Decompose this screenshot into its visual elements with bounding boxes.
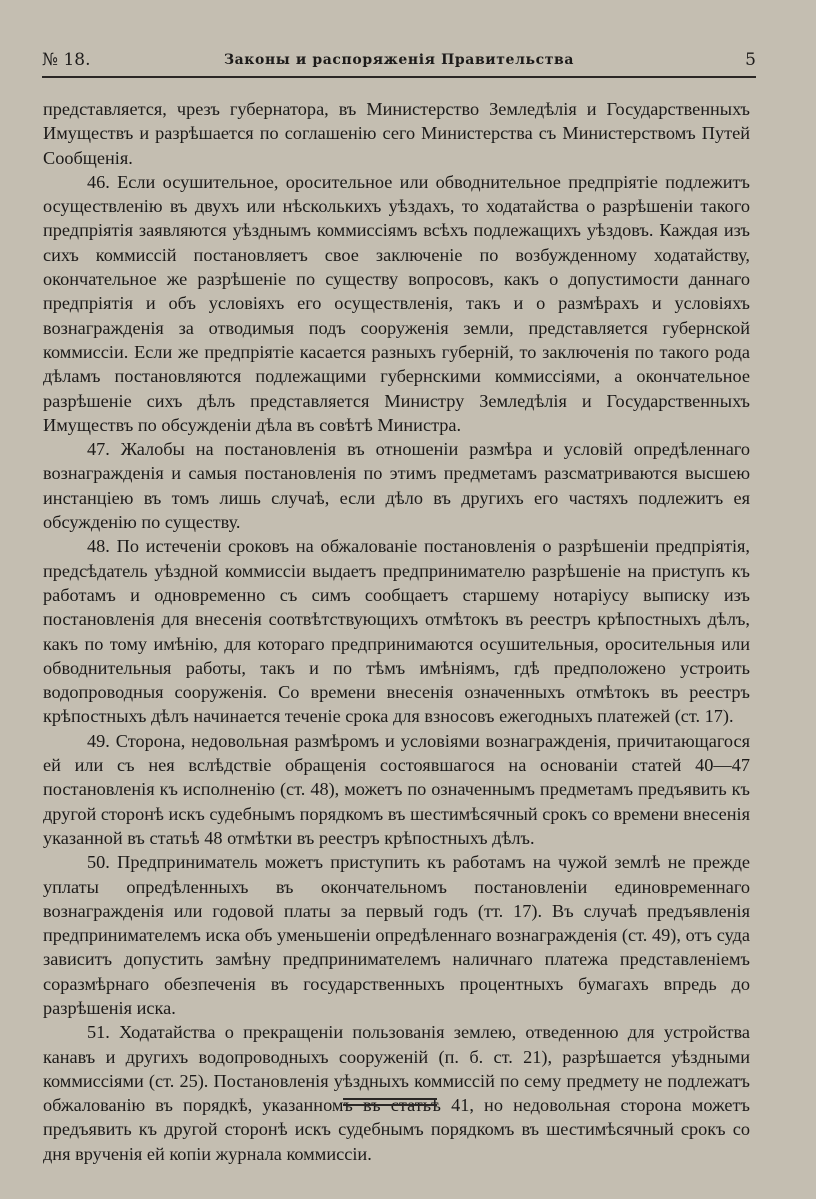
page-number: 5 (745, 50, 756, 70)
end-rule (343, 1098, 437, 1106)
article-47: 47. Жалобы на постановленія въ отношеніи размѣра и условій опредѣленнаго вознагражденія и самыя постановленія по этимъ предметамъ разсматриваются высшею инстанціею въ томъ лишь случаѣ, если дѣло въ другихъ его частяхъ подлежитъ ея обсужденію по существу. (43, 439, 750, 533)
document-body (43, 97, 750, 1166)
running-title: Законы и распоряженія Правительства (223, 52, 575, 68)
article-46: 46. Если осушительное, оросительное или обводнительное предпріятіе подлежитъ осуществленію въ двухъ или нѣсколькихъ уѣздахъ, то ходатайства о разрѣшеніи такого предпріятія заявляются уѣзднымъ коммиссіямъ всѣхъ подлежащихъ уѣздовъ. Каждая изъ сихъ коммиссій постановляетъ свое заключеніе по возбужденному ходатайству, окончательное же разрѣшеніе по существу вопросовъ, какъ о допустимости даннаго предпріятія и объ условіяхъ его осуществленія, такъ и о размѣрахъ и условіяхъ вознагражденія за отводимыя подъ сооруженія земли, представляется губернской коммиссіи. Если же предпріятіе касается разныхъ губерній, то заключенія по такого рода дѣламъ постановляются подлежащими губернскими коммиссіями, а окончательное разрѣшеніе сихъ дѣлъ представляется Министру Земледѣлія и Государственныхъ Имуществъ по обсужденіи дѣла въ совѣтѣ Министра. (43, 171, 750, 435)
article-49: 49. Сторона, недовольная размѣромъ и условіями вознагражденія, причитающагося ей или съ нея вслѣдствіе обращенія состоявшагося на основаніи статей 40—47 постановленія къ исполненію (ст. 48), можетъ по означеннымъ предметамъ предъявить къ другой сторонѣ искъ судебнымъ порядкомъ въ шестимѣсячный срокъ со времени внесенія указанной въ статьѣ 48 отмѣтки въ реестръ крѣпостныхъ дѣлъ. (43, 730, 750, 848)
running-header (42, 46, 756, 78)
paragraph-continuation: представляется, чрезъ губернатора, въ Министерство Земледѣлія и Государственныхъ Имуществъ и разрѣшается по соглашенію сего Министерства съ Министерствомъ Путей Сообщенія. (43, 99, 750, 168)
issue-number: № 18. (42, 50, 91, 70)
article-51: 51. Ходатайства о прекращеніи пользованія землею, отведенною для устройства канавъ и другихъ водопроводныхъ сооруженій (п. б. ст. 21), разрѣшается уѣздными коммиссіями (ст. 25). Постановленія уѣздныхъ коммиссій по сему предмету не подлежатъ обжалованію въ порядкѣ, указанномъ въ статьѣ 41, но недовольная сторона можетъ предъявить къ другой сторонѣ искъ судебнымъ порядкомъ въ шестимѣсячный срокъ со дня врученія ей копіи журнала коммиссіи. (43, 1022, 750, 1164)
article-48: 48. По истеченіи сроковъ на обжалованіе постановленія о разрѣшеніи предпріятія, предсѣдатель уѣздной коммиссіи выдаетъ предпринимателю разрѣшеніе на приступъ къ работамъ и одновременно съ симъ сообщаетъ старшему нотаріусу выписку изъ постановленія для внесенія соотвѣтствующихъ отмѣтокъ въ реестръ крѣпостныхъ дѣлъ, какъ по тому имѣнію, для котораго предпринимаются осушительныя, оросительныя или обводнительныя работы, такъ и по тѣмъ имѣніямъ, гдѣ предположено устроить водопроводныя сооруженія. Со времени внесенія означенныхъ отмѣтокъ въ реестръ крѣпостныхъ дѣлъ начинается теченіе срока для взносовъ ежегодныхъ платежей (ст. 17). (43, 536, 750, 727)
article-50: 50. Предприниматель можетъ приступить къ работамъ на чужой землѣ не прежде уплаты опредѣленныхъ въ окончательномъ постановленіи единовременнаго вознагражденія или годовой платы за первый годъ (тт. 17). Въ случаѣ предъявленія предпринимателемъ иска объ уменьшеніи опредѣленнаго вознагражденія (ст. 49), отъ суда зависитъ допустить замѣну предпринимателемъ наличнаго платежа представленіемъ соразмѣрнаго обезпеченія въ государственныхъ процентныхъ бумагахъ впредь до разрѣшенія иска. (43, 852, 750, 1018)
